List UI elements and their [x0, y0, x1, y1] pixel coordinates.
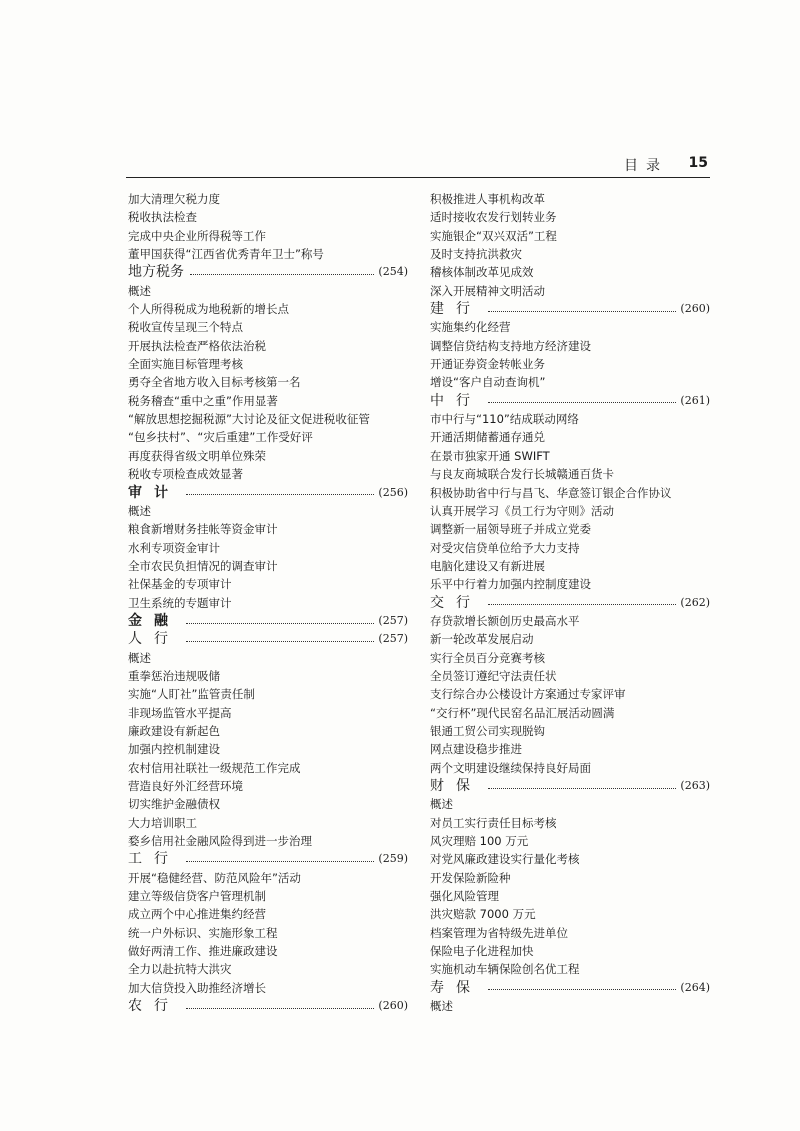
section-page-number: (259)	[378, 852, 408, 866]
toc-entry: 全市农民负担情况的调查审计	[128, 558, 278, 573]
toc-entry: 在景市独家开通 SWIFT	[430, 448, 550, 463]
toc-entry: 概述	[430, 797, 453, 812]
toc-entry: 全面实施目标管理考核	[128, 357, 243, 372]
toc-entry: 完成中央企业所得税等工作	[128, 228, 266, 243]
section-title: 审计	[128, 484, 180, 501]
toc-entry: 支行综合办公楼设计方案通过专家评审	[430, 687, 626, 702]
toc-entry: 廉政建设有新起色	[128, 723, 220, 738]
toc-entry: 开展“稳健经营、防范风险年”活动	[128, 870, 301, 885]
toc-entry: 全员签订遵纪守法责任状	[430, 668, 557, 683]
section-page-number: (256)	[378, 485, 408, 499]
toc-entry: 粮食新增财务挂帐等资金审计	[128, 522, 278, 537]
dot-leader	[488, 604, 676, 605]
toc-section-heading	[430, 979, 710, 997]
toc-entry: 实施“人盯社”监管责任制	[128, 687, 255, 702]
toc-entry: 非现场监管水平提高	[128, 705, 232, 720]
toc-entry: 概述	[128, 650, 151, 665]
section-title: 人行	[128, 631, 180, 648]
dot-leader	[186, 641, 374, 642]
toc-entry: 概述	[430, 999, 453, 1014]
toc-entry: “交行杯”现代民窑名品汇展活动圆满	[430, 705, 615, 720]
toc-entry: 加强内控机制建设	[128, 742, 220, 757]
toc-entry: “解放思想挖掘税源”大讨论及征文促进税收征管	[128, 412, 370, 427]
toc-entry: “包乡扶村”、“灾后重建”工作受好评	[128, 430, 313, 445]
section-page-number: (257)	[378, 613, 408, 627]
section-page-number: (257)	[378, 632, 408, 646]
toc-section-heading	[128, 484, 408, 502]
toc-entry: 对员工实行责任目标考核	[430, 815, 557, 830]
section-title: 建行	[430, 301, 482, 318]
toc-section-heading	[128, 850, 408, 868]
toc-entry: 农村信用社联社一级规范工作完成	[128, 760, 301, 775]
toc-entry: 档案管理为省特级先进单位	[430, 925, 568, 940]
dot-leader	[488, 402, 676, 403]
page-number: 15	[688, 155, 708, 171]
toc-entry: 税收宣传呈现三个特点	[128, 320, 243, 335]
toc-entry: 调整新一届领导班子并成立党委	[430, 522, 591, 537]
toc-entry: 保险电子化进程加快	[430, 944, 534, 959]
section-page-number: (261)	[680, 393, 710, 407]
toc-entry: 全力以赴抗特大洪灾	[128, 962, 232, 977]
toc-entry: 概述	[128, 503, 151, 518]
page-header	[126, 152, 710, 178]
toc-entry: 新一轮改革发展启动	[430, 632, 534, 647]
toc-entry: 银通工贸公司实现脱钩	[430, 723, 545, 738]
toc-entry: 调整信贷结构支持地方经济建设	[430, 338, 591, 353]
running-title: 目录	[624, 158, 668, 174]
section-page-number: (254)	[378, 265, 408, 279]
toc-entry: 营造良好外汇经营环境	[128, 779, 243, 793]
toc-entry: 开发保险新险种	[430, 870, 511, 885]
toc-entry: 市中行与“110”结成联动网络	[430, 412, 579, 427]
toc-section-heading	[430, 392, 710, 410]
dot-leader	[488, 989, 676, 990]
toc-entry: 勇夺全省地方收入目标考核第一名	[128, 375, 301, 390]
toc-section-heading	[128, 612, 408, 630]
toc-entry: 切实维护金融债权	[128, 797, 220, 812]
toc-entry: 概述	[128, 283, 151, 298]
toc-entry: 及时支持抗洪救灾	[430, 247, 522, 262]
toc-left-column	[128, 190, 408, 1015]
toc-entry: 水利专项资金审计	[128, 540, 220, 555]
toc-entry: 乐平中行着力加强内控制度建设	[430, 577, 591, 592]
toc-entry: 对党风廉政建设实行量化考核	[430, 852, 580, 867]
section-page-number: (260)	[378, 999, 408, 1013]
toc-section-heading	[128, 630, 408, 648]
toc-section-heading	[430, 594, 710, 612]
toc-entry: 网点建设稳步推进	[430, 742, 522, 757]
toc-section-heading	[128, 997, 408, 1015]
section-page-number: (260)	[680, 302, 710, 316]
dot-leader	[488, 788, 676, 789]
toc-section-heading	[430, 777, 710, 795]
toc-entry: 成立两个中心推进集约经营	[128, 907, 266, 922]
toc-entry: 加大信贷投入助推经济增长	[128, 980, 266, 995]
toc-entry: 婺乡信用社金融风险得到进一步治理	[128, 834, 312, 849]
toc-entry: 适时接收农发行划转业务	[430, 210, 557, 225]
toc-entry: 两个文明建设继续保持良好局面	[430, 760, 591, 775]
toc-entry: 稽核体制改革见成效	[430, 265, 534, 280]
toc-entry: 卫生系统的专题审计	[128, 595, 232, 610]
section-title: 农行	[128, 998, 180, 1015]
toc-entry: 个人所得税成为地税新的增长点	[128, 302, 289, 317]
toc-entry: 统一户外标识、实施形象工程	[128, 925, 278, 940]
toc-right-column	[430, 190, 710, 1015]
toc-entry: 实施集约化经营	[430, 320, 511, 335]
toc-entry: 积极协助省中行与昌飞、华意签订银企合作协议	[430, 485, 672, 500]
toc-entry: 电脑化建设又有新进展	[430, 558, 545, 573]
toc-entry: 认真开展学习《员工行为守则》活动	[430, 503, 614, 518]
section-title: 财保	[430, 778, 482, 794]
toc-section-heading	[128, 263, 408, 281]
section-title: 地方税务	[128, 264, 184, 281]
toc-entry: 建立等级信贷客户管理机制	[128, 889, 266, 904]
section-title: 金融	[128, 612, 180, 629]
section-title: 中行	[430, 392, 482, 409]
toc-section-heading	[430, 300, 710, 318]
toc-entry: 税收执法检查	[128, 210, 197, 225]
toc-entry: 实施机动车辆保险创名优工程	[430, 962, 580, 977]
toc-entry: 实行全员百分竞赛考核	[430, 650, 545, 665]
toc-entry: 存贷款增长额创历史最高水平	[430, 613, 580, 628]
toc-entry: 社保基金的专项审计	[128, 577, 232, 592]
section-page-number: (264)	[680, 980, 710, 994]
toc-entry: 与良友商城联合发行长城赣通百货卡	[430, 467, 614, 482]
toc-entry: 深入开展精神文明活动	[430, 283, 545, 298]
toc-entry: 实施银企“双兴双活”工程	[430, 228, 557, 243]
toc-entry: 积极推进人事机构改革	[430, 192, 545, 206]
toc-entry: 大力培训职工	[128, 815, 197, 830]
toc-entry: 增设“客户自动查询机”	[430, 375, 546, 390]
toc-entry: 开通证券资金转帐业务	[430, 357, 545, 372]
toc-entry: 风灾理赔 100 万元	[430, 834, 529, 849]
section-page-number: (262)	[680, 595, 710, 609]
dot-leader	[488, 311, 676, 312]
toc-entry: 做好两清工作、推进廉政建设	[128, 944, 278, 959]
toc-entry: 重拳惩治违规吸储	[128, 668, 220, 683]
toc-entry: 开展执法检查严格依法治税	[128, 338, 266, 353]
toc-entry: 开通活期储蓄通存通兑	[430, 430, 545, 445]
dot-leader	[190, 274, 374, 275]
section-title: 交行	[430, 594, 482, 611]
toc-entry: 强化风险管理	[430, 889, 499, 904]
section-title: 寿保	[430, 979, 482, 996]
toc-entry: 加大清理欠税力度	[128, 192, 220, 206]
toc-entry: 税务稽查“重中之重”作用显著	[128, 393, 278, 408]
section-page-number: (263)	[680, 779, 710, 792]
dot-leader	[186, 623, 374, 624]
dot-leader	[186, 1008, 374, 1009]
dot-leader	[186, 861, 374, 862]
toc-entry: 洪灾赔款 7000 万元	[430, 907, 536, 922]
dot-leader	[186, 494, 374, 495]
toc-entry: 再度获得省级文明单位殊荣	[128, 448, 266, 463]
section-title: 工行	[128, 851, 180, 868]
toc-entry: 税收专项检查成效显著	[128, 467, 243, 482]
toc-entry: 对受灾信贷单位给予大力支持	[430, 540, 580, 555]
toc-entry: 董甲国获得“江西省优秀青年卫士”称号	[128, 247, 324, 262]
